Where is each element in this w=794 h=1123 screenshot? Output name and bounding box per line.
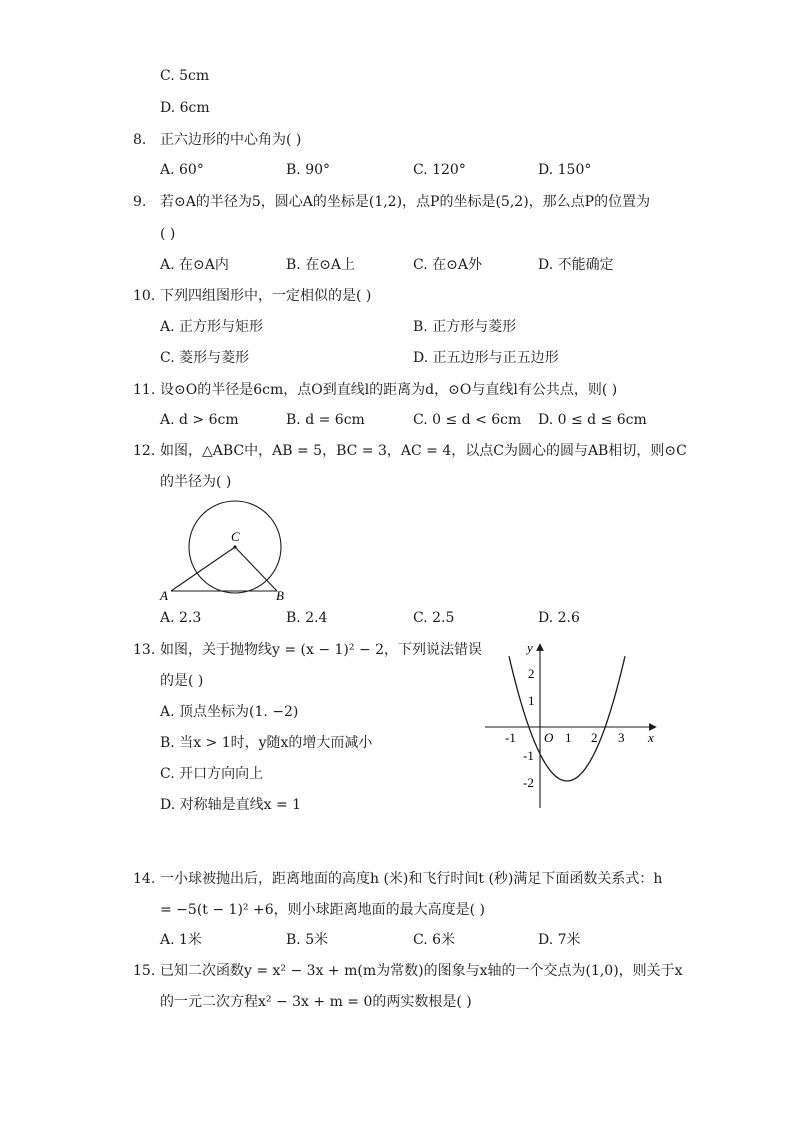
q12-option-b: B. 2.4 bbox=[286, 610, 328, 626]
q8-option-b: B. 90° bbox=[286, 162, 331, 178]
q14-number: 14. bbox=[133, 871, 156, 887]
q8-stem: 正六边形的中心角为( ) bbox=[160, 132, 302, 148]
q14-stem-line2: = −5(t − 1)² +6，则小球距离地面的最大高度是( ) bbox=[160, 902, 485, 918]
q13-option-c: C. 开口方向向上 bbox=[160, 766, 264, 782]
q13-option-b: B. 当x > 1时，y随x的增大而减小 bbox=[160, 735, 373, 751]
q10-option-c: C. 菱形与菱形 bbox=[160, 350, 250, 366]
q14-option-b: B. 5米 bbox=[286, 932, 329, 948]
x-tick-neg1: -1 bbox=[505, 730, 516, 745]
q15-stem-line2: 的一元二次方程x² − 3x + m = 0的两实数根是( ) bbox=[160, 994, 472, 1010]
x-tick-3: 3 bbox=[618, 730, 625, 745]
q11-option-a: A. d > 6cm bbox=[160, 412, 239, 428]
q13-option-d: D. 对称轴是直线x = 1 bbox=[160, 797, 302, 813]
q12-option-c: C. 2.5 bbox=[413, 610, 455, 626]
q8-option-c: C. 120° bbox=[413, 162, 466, 178]
q13-parabola-graph bbox=[480, 636, 670, 811]
q11-number: 11. bbox=[133, 382, 156, 398]
q7-option-c: C. 5cm bbox=[160, 68, 210, 84]
q13-stem-line1: 如图，关于抛物线y = (x − 1)² − 2，下列说法错误 bbox=[160, 642, 483, 658]
y-axis-label: y bbox=[527, 640, 533, 655]
q14-option-d: D. 7米 bbox=[538, 932, 581, 948]
x-tick-1: 1 bbox=[565, 730, 572, 745]
q8-option-a: A. 60° bbox=[160, 162, 204, 178]
x-axis-label: x bbox=[648, 730, 654, 745]
q13-option-a: A. 顶点坐标为(1. −2) bbox=[160, 704, 299, 720]
q12-stem-line2: 的半径为( ) bbox=[160, 474, 232, 490]
y-tick-2: 2 bbox=[528, 666, 535, 681]
q13-stem-line2: 的是( ) bbox=[160, 673, 204, 689]
q12-stem-line1: 如图，△ABC中，AB = 5，BC = 3，AC = 4，以点C为圆心的圆与AB相切，则⊙C bbox=[160, 443, 687, 459]
label-c: C bbox=[231, 529, 240, 544]
q7-option-d: D. 6cm bbox=[160, 100, 210, 116]
q14-option-c: C. 6米 bbox=[413, 932, 456, 948]
q10-option-a: A. 正方形与矩形 bbox=[160, 319, 264, 335]
q14-option-a: A. 1米 bbox=[160, 932, 202, 948]
q10-number: 10. bbox=[133, 288, 156, 304]
q12-triangle-circle-figure bbox=[155, 495, 295, 605]
q8-option-d: D. 150° bbox=[538, 162, 592, 178]
q11-option-b: B. d = 6cm bbox=[286, 412, 365, 428]
x-tick-2: 2 bbox=[591, 730, 598, 745]
q9-stem-line2: ( ) bbox=[160, 226, 176, 242]
y-tick-neg1: -1 bbox=[523, 748, 534, 763]
q12-option-d: D. 2.6 bbox=[538, 610, 580, 626]
center-dot bbox=[233, 545, 236, 548]
q14-stem-line1: 一小球被抛出后，距离地面的高度h (米)和飞行时间t (秒)满足下面函数关系式：h bbox=[160, 871, 663, 887]
q9-option-d: D. 不能确定 bbox=[538, 257, 614, 273]
q12-number: 12. bbox=[133, 443, 156, 459]
q9-stem-line1: 若⊙A的半径为5，圆心A的坐标是(1,2)，点P的坐标是(5,2)，那么点P的位置为 bbox=[160, 194, 651, 210]
q9-option-c: C. 在⊙A外 bbox=[413, 257, 482, 273]
y-tick-neg2: -2 bbox=[523, 775, 534, 790]
q11-option-c: C. 0 ≤ d < 6cm bbox=[413, 412, 522, 428]
y-tick-1: 1 bbox=[528, 693, 535, 708]
side-bc bbox=[235, 547, 277, 591]
q15-number: 15. bbox=[133, 963, 156, 979]
q9-option-b: B. 在⊙A上 bbox=[286, 257, 356, 273]
label-b: B bbox=[276, 588, 284, 603]
q11-option-d: D. 0 ≤ d ≤ 6cm bbox=[538, 412, 647, 428]
q9-number: 9. bbox=[133, 194, 147, 210]
q13-number: 13. bbox=[133, 642, 156, 658]
label-a: A bbox=[160, 588, 168, 603]
q10-stem: 下列四组图形中，一定相似的是( ) bbox=[160, 288, 372, 304]
q8-number: 8. bbox=[133, 132, 147, 148]
q12-option-a: A. 2.3 bbox=[160, 610, 202, 626]
origin-label: O bbox=[544, 730, 554, 745]
q11-stem: 设⊙O的半径是6cm，点O到直线l的距离为d，⊙O与直线l有公共点，则( ) bbox=[160, 382, 618, 398]
q10-option-b: B. 正方形与菱形 bbox=[413, 319, 517, 335]
q9-option-a: A. 在⊙A内 bbox=[160, 257, 229, 273]
q10-option-d: D. 正五边形与正五边形 bbox=[413, 350, 559, 366]
side-ac bbox=[171, 547, 235, 591]
q15-stem-line1: 已知二次函数y = x² − 3x + m(m为常数)的图象与x轴的一个交点为(1,0)，则关于x bbox=[160, 963, 683, 979]
